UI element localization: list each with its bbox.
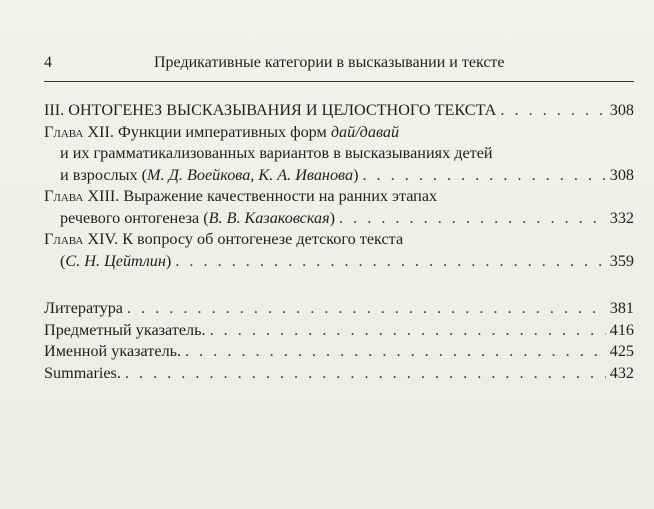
back-matter-page: 381: [609, 299, 634, 317]
chapter-13-page: 332: [609, 208, 634, 227]
chapter-13-line-2: [44, 208, 634, 230]
chapter-13-line-2-pre: речевого онтогенеза (: [60, 208, 209, 227]
leader-dots: [362, 165, 605, 187]
leader-dots: [185, 341, 606, 363]
toc-chapter-14: [44, 229, 634, 272]
back-matter-entry: [44, 298, 634, 320]
chapter-14-authors: С. Н. Цейтлин: [65, 251, 166, 270]
back-matter-title: Предметный указатель.: [44, 320, 206, 339]
back-matter-page: 416: [609, 320, 634, 339]
chapter-12-title-italic: дай/давай: [330, 122, 400, 141]
chapter-12-title-part-1: Функции императивных форм: [113, 122, 331, 141]
chapter-13-line-1: [44, 186, 634, 208]
leader-dots: [339, 208, 606, 230]
chapter-12-line-3-post: ): [353, 165, 359, 184]
chapter-14-title-part-1: К вопросу об онтогенезе детского текста: [118, 230, 404, 248]
chapter-14-line-1: [44, 229, 634, 251]
leader-dots: [125, 363, 606, 385]
chapter-13-line-2-post: ): [329, 208, 336, 227]
back-matter-title: Литература: [44, 299, 123, 317]
table-of-contents: [44, 100, 634, 384]
part-title: III. ОНТОГЕНЕЗ ВЫСКАЗЫВАНИЯ И ЦЕЛОСТНОГО ТЕКСТА: [44, 101, 497, 119]
chapter-12-label: Глава XII.: [44, 122, 114, 141]
page-header: [44, 52, 634, 76]
chapter-14-authors-line: [60, 251, 171, 273]
chapter-13-authors-line: [60, 208, 335, 230]
back-matter-page: 432: [609, 363, 634, 382]
chapter-12-line-3-pre: и взрослых (: [60, 165, 148, 184]
toc-chapter-12: [44, 122, 634, 187]
back-matter-entry: [44, 363, 634, 385]
back-matter-entry: [44, 320, 634, 342]
page-number: 4: [44, 54, 52, 71]
chapter-14-line-2-pre: (: [60, 251, 66, 270]
running-title: Предикативные категории в высказывании и тексте: [154, 54, 505, 71]
chapter-12-line-2: и их грамматикализованных вариантов в высказываниях детей: [60, 144, 493, 162]
leader-dots: [210, 320, 606, 342]
part-page: 308: [609, 101, 634, 119]
chapter-12-authors-line: [60, 165, 358, 187]
chapter-12-line-1: [44, 122, 634, 144]
chapter-13-label: Глава XIII.: [44, 187, 120, 205]
toc-part-entry: [44, 100, 634, 122]
chapter-14-line-2: [44, 251, 634, 273]
chapter-14-line-2-post: ): [165, 251, 172, 270]
chapter-12-authors: М. Д. Воейкова, К. А. Иванова: [147, 165, 354, 184]
leader-dots: [500, 100, 605, 122]
leader-dots: [175, 251, 605, 273]
back-matter-title: Summaries.: [44, 363, 121, 382]
chapter-12-page: 308: [609, 165, 634, 184]
back-matter: [44, 298, 634, 384]
chapter-14-label: Глава XIV.: [44, 230, 119, 248]
chapter-12-line-3: [44, 165, 634, 187]
chapter-13-title-part-1: Выражение качественности на ранних этапах: [119, 187, 438, 205]
back-matter-entry: [44, 341, 634, 363]
back-matter-page: 425: [609, 342, 634, 360]
header-rule: [44, 81, 634, 82]
section-gap: [44, 272, 634, 298]
chapter-14-page: 359: [609, 251, 634, 270]
chapter-13-authors: В. В. Казаковская: [208, 208, 330, 227]
toc-chapter-13: [44, 186, 634, 229]
back-matter-title: Именной указатель.: [44, 342, 182, 360]
leader-dots: [127, 298, 606, 320]
